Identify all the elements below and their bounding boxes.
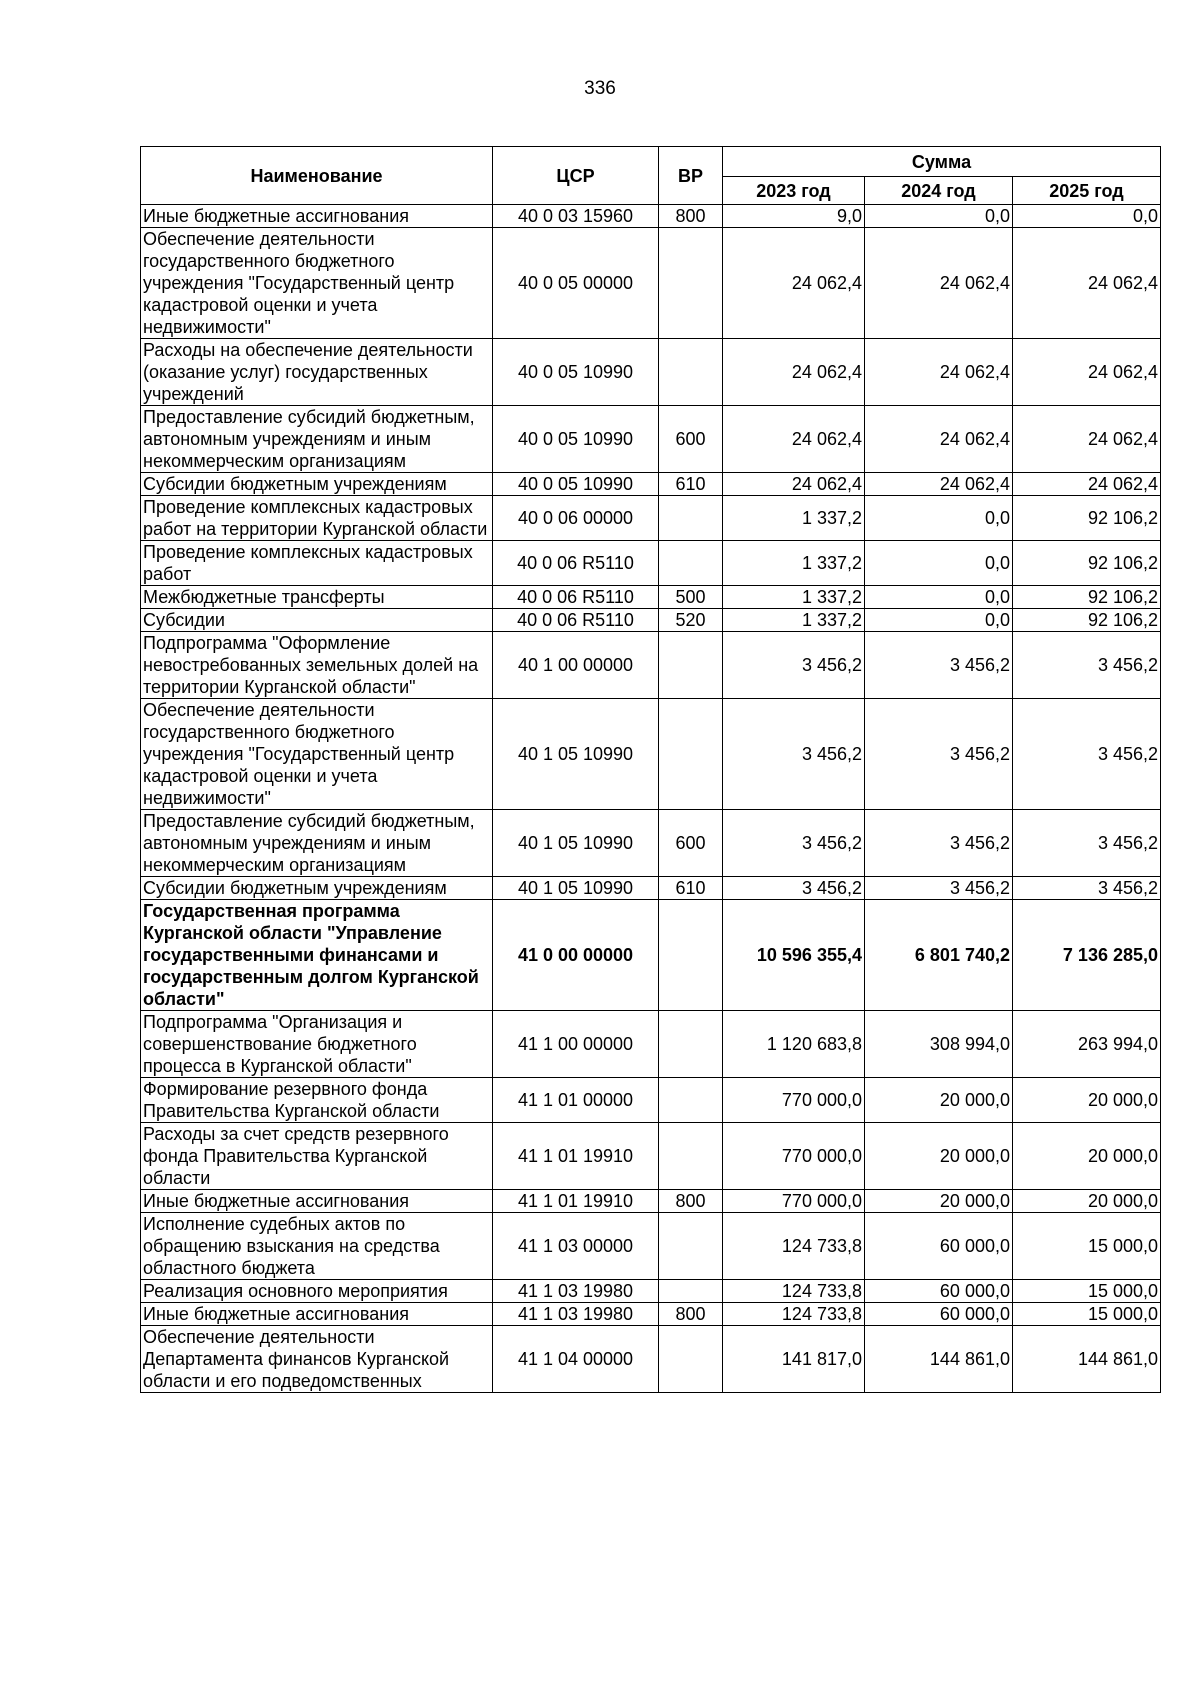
table-row — [141, 586, 1161, 609]
row-vr — [659, 1213, 723, 1280]
row-vr — [659, 228, 723, 339]
row-csr: 41 1 01 00000 — [493, 1078, 659, 1123]
row-amount-2025: 3 456,2 — [1013, 877, 1161, 900]
row-amount-2024: 24 062,4 — [865, 473, 1013, 496]
table-row — [141, 1011, 1161, 1078]
table-row — [141, 228, 1161, 339]
row-vr — [659, 632, 723, 699]
table-row — [141, 1213, 1161, 1280]
row-csr: 40 0 05 10990 — [493, 473, 659, 496]
row-amount-2023: 1 120 683,8 — [723, 1011, 865, 1078]
row-csr: 41 1 00 00000 — [493, 1011, 659, 1078]
header-year-2025: 2025 год — [1013, 177, 1161, 205]
row-csr: 41 1 03 19980 — [493, 1303, 659, 1326]
table-row — [141, 541, 1161, 586]
row-amount-2025: 7 136 285,0 — [1013, 900, 1161, 1011]
row-amount-2025: 24 062,4 — [1013, 339, 1161, 406]
row-csr: 40 0 06 R5110 — [493, 586, 659, 609]
table-body — [141, 205, 1161, 1393]
row-name: Иные бюджетные ассигнования — [141, 1303, 493, 1326]
row-amount-2023: 9,0 — [723, 205, 865, 228]
row-amount-2025: 15 000,0 — [1013, 1213, 1161, 1280]
header-sum: Сумма — [723, 147, 1161, 177]
row-amount-2024: 6 801 740,2 — [865, 900, 1013, 1011]
row-name: Проведение комплексных кадастровых работ — [141, 541, 493, 586]
row-name: Проведение комплексных кадастровых работ на территории Курганской области — [141, 496, 493, 541]
row-name: Межбюджетные трансферты — [141, 586, 493, 609]
row-amount-2023: 3 456,2 — [723, 632, 865, 699]
row-amount-2025: 24 062,4 — [1013, 228, 1161, 339]
row-amount-2024: 24 062,4 — [865, 228, 1013, 339]
row-csr: 40 0 06 R5110 — [493, 609, 659, 632]
row-amount-2024: 60 000,0 — [865, 1280, 1013, 1303]
row-name: Субсидии — [141, 609, 493, 632]
header-vr: ВР — [659, 147, 723, 205]
row-amount-2023: 3 456,2 — [723, 810, 865, 877]
row-amount-2025: 3 456,2 — [1013, 699, 1161, 810]
row-amount-2025: 263 994,0 — [1013, 1011, 1161, 1078]
row-amount-2025: 24 062,4 — [1013, 473, 1161, 496]
table-row — [141, 1280, 1161, 1303]
row-csr: 41 1 03 19980 — [493, 1280, 659, 1303]
row-csr: 40 0 05 10990 — [493, 406, 659, 473]
row-name: Подпрограмма "Организация и совершенствование бюджетного процесса в Курганской области" — [141, 1011, 493, 1078]
row-name: Расходы за счет средств резервного фонда Правительства Курганской области — [141, 1123, 493, 1190]
table-row — [141, 1326, 1161, 1393]
row-csr: 40 1 05 10990 — [493, 877, 659, 900]
row-amount-2023: 3 456,2 — [723, 877, 865, 900]
row-amount-2024: 3 456,2 — [865, 877, 1013, 900]
row-amount-2024: 0,0 — [865, 609, 1013, 632]
row-vr: 800 — [659, 205, 723, 228]
row-amount-2023: 24 062,4 — [723, 339, 865, 406]
row-amount-2025: 20 000,0 — [1013, 1078, 1161, 1123]
row-amount-2024: 60 000,0 — [865, 1213, 1013, 1280]
row-csr: 40 0 03 15960 — [493, 205, 659, 228]
row-amount-2025: 92 106,2 — [1013, 609, 1161, 632]
row-amount-2023: 1 337,2 — [723, 541, 865, 586]
table-row — [141, 205, 1161, 228]
row-amount-2023: 3 456,2 — [723, 699, 865, 810]
row-amount-2025: 20 000,0 — [1013, 1190, 1161, 1213]
row-csr: 40 0 06 R5110 — [493, 541, 659, 586]
row-amount-2025: 0,0 — [1013, 205, 1161, 228]
table-header — [141, 147, 1161, 205]
row-vr — [659, 1011, 723, 1078]
row-csr: 40 0 05 10990 — [493, 339, 659, 406]
row-amount-2024: 144 861,0 — [865, 1326, 1013, 1393]
table-row — [141, 339, 1161, 406]
row-vr — [659, 1280, 723, 1303]
row-csr: 41 1 01 19910 — [493, 1190, 659, 1213]
table-row — [141, 1190, 1161, 1213]
row-amount-2023: 1 337,2 — [723, 586, 865, 609]
table-row — [141, 609, 1161, 632]
budget-table — [140, 146, 1161, 1393]
row-name: Обеспечение деятельности Департамента финансов Курганской области и его подведомственных — [141, 1326, 493, 1393]
table-row — [141, 900, 1161, 1011]
row-amount-2024: 24 062,4 — [865, 406, 1013, 473]
row-amount-2023: 770 000,0 — [723, 1190, 865, 1213]
table-row — [141, 496, 1161, 541]
row-name: Предоставление субсидий бюджетным, автономным учреждениям и иным некоммерческим организациям — [141, 810, 493, 877]
row-amount-2024: 20 000,0 — [865, 1123, 1013, 1190]
row-csr: 40 1 05 10990 — [493, 699, 659, 810]
row-vr — [659, 1326, 723, 1393]
row-vr: 600 — [659, 810, 723, 877]
row-name: Формирование резервного фонда Правительства Курганской области — [141, 1078, 493, 1123]
row-name: Исполнение судебных актов по обращению взыскания на средства областного бюджета — [141, 1213, 493, 1280]
row-amount-2023: 770 000,0 — [723, 1123, 865, 1190]
table-row — [141, 877, 1161, 900]
row-amount-2025: 24 062,4 — [1013, 406, 1161, 473]
row-amount-2023: 24 062,4 — [723, 228, 865, 339]
row-csr: 40 0 05 00000 — [493, 228, 659, 339]
row-amount-2024: 20 000,0 — [865, 1190, 1013, 1213]
row-amount-2025: 92 106,2 — [1013, 541, 1161, 586]
row-amount-2025: 3 456,2 — [1013, 810, 1161, 877]
row-csr: 41 0 00 00000 — [493, 900, 659, 1011]
row-vr: 800 — [659, 1303, 723, 1326]
row-amount-2025: 144 861,0 — [1013, 1326, 1161, 1393]
table-row — [141, 810, 1161, 877]
row-csr: 40 1 00 00000 — [493, 632, 659, 699]
row-vr — [659, 699, 723, 810]
row-amount-2025: 3 456,2 — [1013, 632, 1161, 699]
row-amount-2025: 15 000,0 — [1013, 1280, 1161, 1303]
row-csr: 41 1 01 19910 — [493, 1123, 659, 1190]
row-csr: 40 1 05 10990 — [493, 810, 659, 877]
row-amount-2024: 60 000,0 — [865, 1303, 1013, 1326]
row-amount-2024: 0,0 — [865, 586, 1013, 609]
row-amount-2023: 10 596 355,4 — [723, 900, 865, 1011]
table-row — [141, 699, 1161, 810]
row-amount-2023: 124 733,8 — [723, 1280, 865, 1303]
row-amount-2023: 124 733,8 — [723, 1303, 865, 1326]
row-name: Субсидии бюджетным учреждениям — [141, 473, 493, 496]
table-row — [141, 1123, 1161, 1190]
row-vr: 800 — [659, 1190, 723, 1213]
row-vr: 610 — [659, 877, 723, 900]
row-vr — [659, 900, 723, 1011]
row-name: Предоставление субсидий бюджетным, автономным учреждениям и иным некоммерческим организациям — [141, 406, 493, 473]
row-vr — [659, 339, 723, 406]
row-amount-2023: 1 337,2 — [723, 496, 865, 541]
table-row — [141, 406, 1161, 473]
table-row — [141, 632, 1161, 699]
row-amount-2025: 92 106,2 — [1013, 496, 1161, 541]
row-amount-2024: 20 000,0 — [865, 1078, 1013, 1123]
row-vr — [659, 541, 723, 586]
row-amount-2024: 24 062,4 — [865, 339, 1013, 406]
table-row — [141, 1303, 1161, 1326]
row-vr: 500 — [659, 586, 723, 609]
row-name: Субсидии бюджетным учреждениям — [141, 877, 493, 900]
row-amount-2024: 0,0 — [865, 205, 1013, 228]
row-name: Реализация основного мероприятия — [141, 1280, 493, 1303]
row-amount-2024: 3 456,2 — [865, 632, 1013, 699]
row-amount-2024: 308 994,0 — [865, 1011, 1013, 1078]
header-year-2023: 2023 год — [723, 177, 865, 205]
header-name: Наименование — [141, 147, 493, 205]
row-name: Иные бюджетные ассигнования — [141, 1190, 493, 1213]
row-amount-2024: 0,0 — [865, 496, 1013, 541]
row-amount-2023: 141 817,0 — [723, 1326, 865, 1393]
row-name: Обеспечение деятельности государственного бюджетного учреждения "Государственный центр кадастровой оценки и учета недвижимости" — [141, 228, 493, 339]
row-csr: 40 0 06 00000 — [493, 496, 659, 541]
row-name: Государственная программа Курганской области "Управление государственными финансами и государственным долгом Курганской области" — [141, 900, 493, 1011]
row-name: Подпрограмма "Оформление невостребованных земельных долей на территории Курганской области" — [141, 632, 493, 699]
row-name: Расходы на обеспечение деятельности (оказание услуг) государственных учреждений — [141, 339, 493, 406]
row-amount-2023: 24 062,4 — [723, 406, 865, 473]
page-number: 336 — [584, 78, 616, 99]
row-vr: 520 — [659, 609, 723, 632]
table-row — [141, 1078, 1161, 1123]
row-amount-2024: 3 456,2 — [865, 810, 1013, 877]
row-vr — [659, 496, 723, 541]
row-vr — [659, 1123, 723, 1190]
row-amount-2023: 770 000,0 — [723, 1078, 865, 1123]
row-amount-2024: 0,0 — [865, 541, 1013, 586]
header-csr: ЦСР — [493, 147, 659, 205]
row-name: Иные бюджетные ассигнования — [141, 205, 493, 228]
row-amount-2025: 15 000,0 — [1013, 1303, 1161, 1326]
table-row — [141, 473, 1161, 496]
row-amount-2023: 124 733,8 — [723, 1213, 865, 1280]
row-amount-2025: 92 106,2 — [1013, 586, 1161, 609]
row-amount-2024: 3 456,2 — [865, 699, 1013, 810]
row-amount-2023: 24 062,4 — [723, 473, 865, 496]
row-vr: 610 — [659, 473, 723, 496]
row-vr: 600 — [659, 406, 723, 473]
row-csr: 41 1 04 00000 — [493, 1326, 659, 1393]
header-year-2024: 2024 год — [865, 177, 1013, 205]
row-name: Обеспечение деятельности государственного бюджетного учреждения "Государственный центр кадастровой оценки и учета недвижимости" — [141, 699, 493, 810]
row-amount-2025: 20 000,0 — [1013, 1123, 1161, 1190]
row-amount-2023: 1 337,2 — [723, 609, 865, 632]
row-vr — [659, 1078, 723, 1123]
row-csr: 41 1 03 00000 — [493, 1213, 659, 1280]
